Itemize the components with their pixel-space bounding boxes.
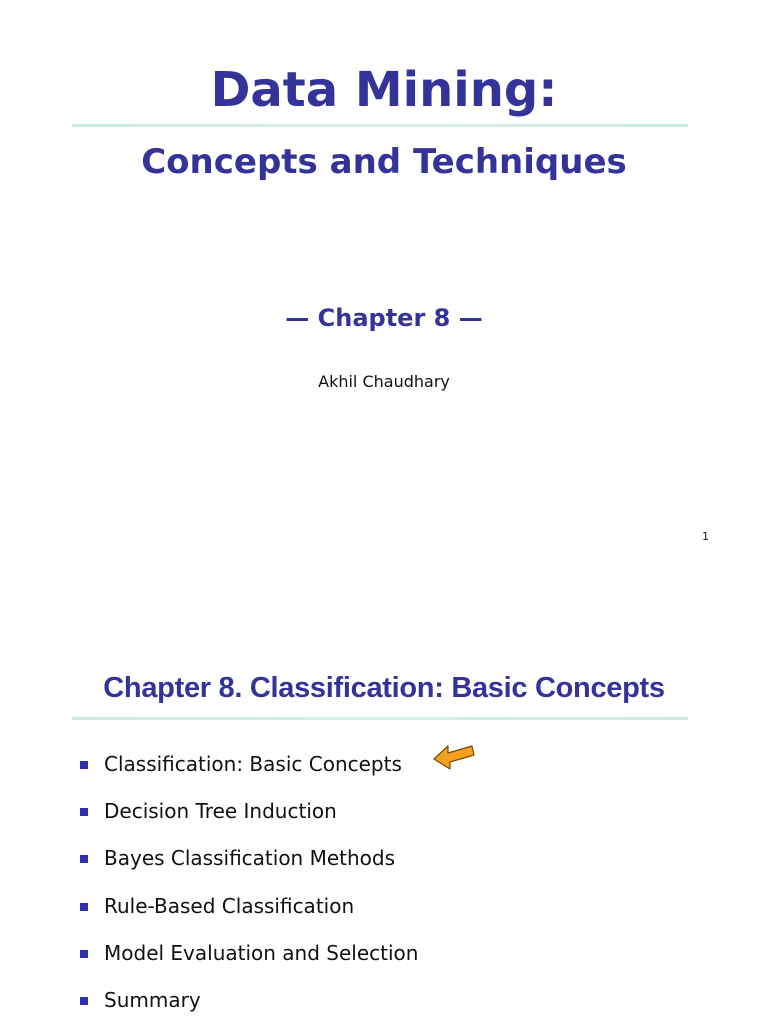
bullet-square-icon: [80, 950, 88, 958]
arrow-left-icon: [432, 740, 476, 772]
list-item-label: Summary: [104, 987, 201, 1012]
bullet-square-icon: [80, 997, 88, 1005]
bullet-square-icon: [80, 903, 88, 911]
author-name: Akhil Chaudhary: [318, 372, 450, 391]
list-item: [80, 894, 418, 941]
outline-list: [80, 752, 418, 1035]
list-item-label: Bayes Classification Methods: [104, 846, 396, 871]
bullet-square-icon: [80, 808, 88, 816]
list-item: [80, 941, 418, 988]
bullet-square-icon: [80, 855, 88, 863]
chapter-label: — Chapter 8 —: [285, 304, 483, 332]
title-divider: [72, 717, 688, 720]
slide-subtitle: Concepts and Techniques: [141, 142, 627, 182]
slide-title: Data Mining:: [210, 62, 558, 118]
page-number: 1: [702, 530, 709, 543]
list-item: [80, 988, 418, 1035]
list-item-label: Classification: Basic Concepts: [104, 752, 402, 776]
list-item-label: Model Evaluation and Selection: [104, 940, 419, 965]
list-item: [80, 846, 418, 893]
list-item: [80, 752, 418, 799]
slide-title: Chapter 8. Classification: Basic Concepts: [103, 672, 665, 704]
title-divider: [72, 124, 688, 127]
list-item-label: Rule-Based Classification: [104, 893, 355, 918]
list-item-label: Decision Tree Induction: [104, 799, 337, 824]
list-item: [80, 799, 418, 846]
title-slide: [0, 0, 768, 512]
bullet-square-icon: [80, 761, 88, 769]
outline-slide: [0, 512, 768, 1024]
